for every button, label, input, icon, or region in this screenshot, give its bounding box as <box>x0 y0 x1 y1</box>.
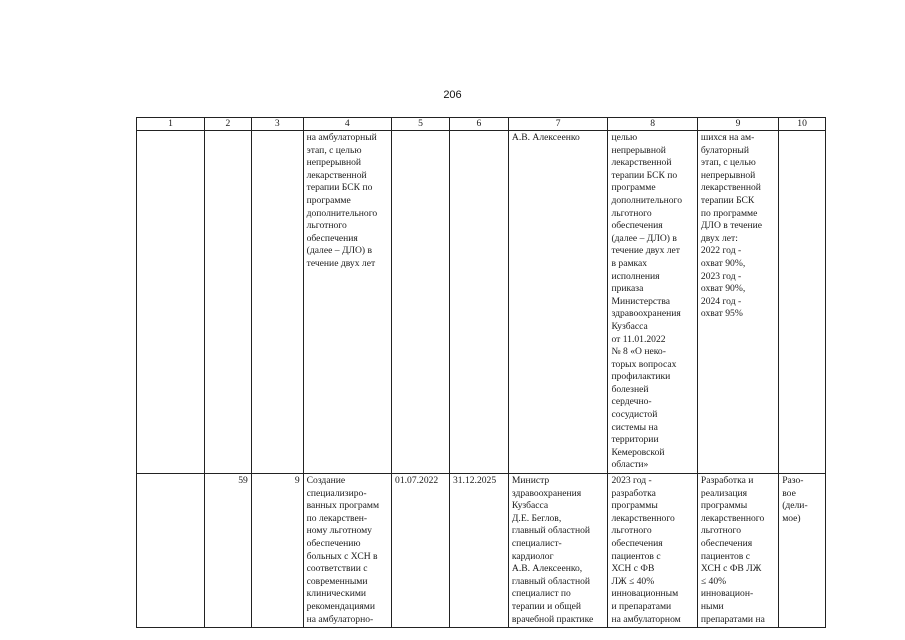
column-number-row <box>137 118 826 131</box>
table-cell: А.В. Алексеенко <box>508 131 608 474</box>
table-cell: целью непрерывной лекарственной терапии БСК по программе дополнительного льготного обеспечения (далее – ДЛО) в течение двух лет в рамках исполнения приказа Министерства здравоохранения Кузбасса от 11.01.2022 № 8 «О неко- торых вопросах профилактики болезней сердечно- сосудистой системы на территории Кемеровской области» <box>608 131 697 474</box>
table-cell <box>205 131 252 474</box>
measures-table <box>136 117 826 628</box>
column-number: 2 <box>205 118 252 131</box>
table-cell: Разработка и реализация программы лекарственного льготного обеспечения пациентов с ХСН с ФВ ЛЖ ≤ 40% инновацион- ными препаратами на <box>697 474 778 628</box>
column-number: 1 <box>137 118 205 131</box>
table-cell: 59 <box>205 474 252 628</box>
table-cell <box>137 131 205 474</box>
table-cell <box>251 131 303 474</box>
table-cell: Разо- вое (дели- мое) <box>779 474 826 628</box>
column-number: 5 <box>392 118 450 131</box>
column-number: 3 <box>251 118 303 131</box>
column-number: 4 <box>303 118 391 131</box>
column-number: 6 <box>449 118 508 131</box>
table-cell: шихся на ам- булаторный этап, с целью непрерывной лекарственной терапии БСК по программе ДЛО в течение двух лет: 2022 год - охват 90%, 2023 год - охват 90%, 2024 год - охват 95% <box>697 131 778 474</box>
table-cell: 01.07.2022 <box>392 474 450 628</box>
page-number: 206 <box>443 89 462 101</box>
column-number: 9 <box>697 118 778 131</box>
table-cell <box>779 131 826 474</box>
table-cell: 2023 год - разработка программы лекарственного льготного обеспечения пациентов с ХСН с ФВ ЛЖ ≤ 40% инновационным и препаратами на амбулаторном <box>608 474 697 628</box>
table-cell <box>137 474 205 628</box>
column-number: 7 <box>508 118 608 131</box>
column-number: 10 <box>779 118 826 131</box>
table-cell: Создание специализиро- ванных программ по лекарствен- ному льготному обеспечению больных с ХСН в соответствии с современными клиническими рекомендациями на амбулаторно- <box>303 474 391 628</box>
table-row <box>137 131 826 474</box>
table-row <box>137 474 826 628</box>
table-cell: 31.12.2025 <box>449 474 508 628</box>
table-cell: на амбулаторный этап, с целью непрерывной лекарственной терапии БСК по программе дополнительного льготного обеспечения (далее – ДЛО) в течение двух лет <box>303 131 391 474</box>
table-cell: Министр здравоохранения Кузбасса Д.Е. Беглов, главный областной специалист- кардиолог А.В. Алексеенко, главный областной специалист по терапии и общей врачебной практике <box>508 474 608 628</box>
table-cell <box>392 131 450 474</box>
table-cell: 9 <box>251 474 303 628</box>
column-number: 8 <box>608 118 697 131</box>
table-cell <box>449 131 508 474</box>
